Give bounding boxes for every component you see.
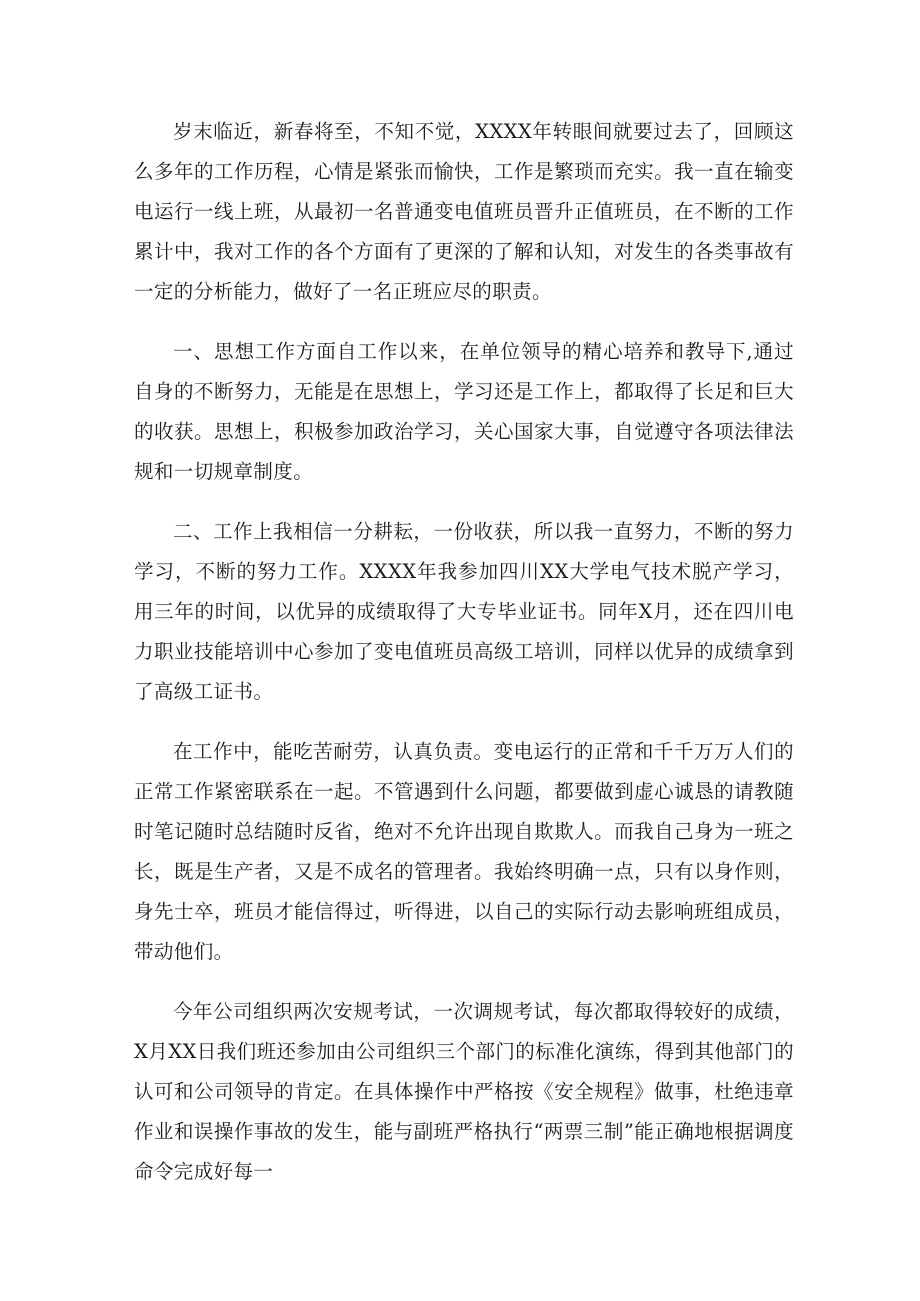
paragraph-work-study: 二、工作上我相信一分耕耘，一份收获，所以我一直努力，不断的努力学习，不断的努力工作。XXXX年我参加四川XX大学电气技术脱产学习，用三年的时间，以优异的成绩取得了大专毕业证书。同年X月，还在四川电力职业技能培训中心参加了变电值班员高级工培训，同样以优异的成绩拿到了高级工证书。 <box>134 520 794 703</box>
paragraph-exams-safety: 今年公司组织两次安规考试，一次调规考试，每次都取得较好的成绩，X月XX日我们班还参加由公司组织三个部门的标准化演练，得到其他部门的认可和公司领导的肯定。在具体操作中严格按《安全规程》做事，杜绝违章作业和误操作事故的发生，能与副班严格执行“两票三制”能正确地根据调度命令完成好每一 <box>134 1000 794 1183</box>
paragraph-work-attitude: 在工作中，能吃苦耐劳，认真负责。变电运行的正常和千千万万人们的正常工作紧密联系在一起。不管遇到什么问题，都要做到虚心诚恳的请教随时笔记随时总结随时反省，绝对不允许出现自欺欺人。而我自己身为一班之长，既是生产者，又是不成名的管理者。我始终明确一点，只有以身作则，身先士卒，班员才能信得过，听得进，以自己的实际行动去影响班组成员，带动他们。 <box>134 740 794 963</box>
paragraph-intro: 岁末临近，新春将至，不知不觉，XXXX年转眼间就要过去了，回顾这么多年的工作历程，心情是紧张而愉快，工作是繁琐而充实。我一直在输变电运行一线上班，从最初一名普通变电值班员晋升正值班员，在不断的工作累计中，我对工作的各个方面有了更深的了解和认知，对发生的各类事故有一定的分析能力，做好了一名正班应尽的职责。 <box>134 120 794 303</box>
paragraph-ideology: 一、思想工作方面自工作以来，在单位领导的精心培养和教导下,通过自身的不断努力，无能是在思想上，学习还是工作上，都取得了长足和巨大的收获。思想上，积极参加政治学习，关心国家大事，自觉遵守各项法律法规和一切规章制度。 <box>134 340 794 483</box>
